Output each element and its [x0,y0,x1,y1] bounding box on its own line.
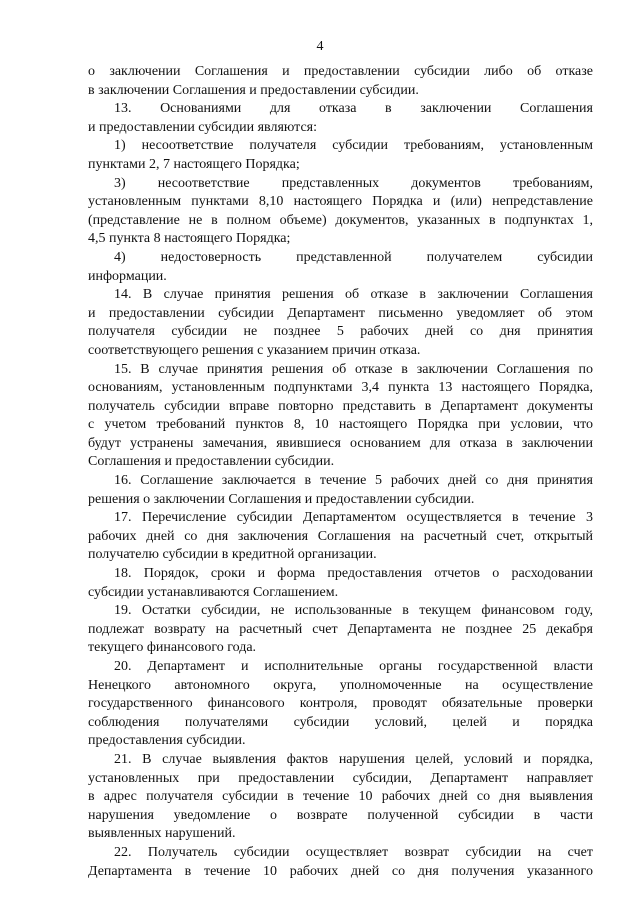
text-line: в заключении Соглашения и предоставлении субсидии. [88,82,419,98]
text-line: основаниям, установленным подпунктами 3,4 пункта 13 настоящего Порядка, [88,380,593,396]
text-line: о заключении Соглашения и предоставлении субсидии либо об отказе [88,64,593,79]
text-line: 15. В случае принятия решения об отказе в заключении Соглашения по [114,361,593,377]
text-line: 17. Перечисление субсидии Департаментом осуществляется в течение 3 [114,510,593,526]
text-line: Соглашения и предоставлении субсидии. [88,454,335,470]
text-line: нарушения уведомление о возврате полученной субсидии в части [88,807,593,823]
text-line: в адрес получателя субсидии в течение 10 рабочих дней со дня выявления [88,789,593,805]
text-line: соответствующего решения с указанием причин отказа. [88,342,421,358]
text-line: получателю субсидии в кредитной организации. [88,547,377,563]
text-line: получатель субсидии вправе повторно представить в Департамент документы [88,398,593,414]
text-line: 16. Соглашение заключается в течение 5 рабочих дней со дня принятия [114,473,593,489]
body-text [88,63,593,881]
text-line: 18. Порядок, сроки и форма предоставления отчетов о расходовании [114,566,593,582]
text-line: 13. Основаниями для отказа в заключении Соглашения [114,101,593,117]
text-line: Ненецкого автономного округа, уполномоченные на осуществление [88,677,593,693]
text-line: соблюдения получателями субсидии условий, целей и порядка [88,714,593,730]
text-line: 19. Остатки субсидии, не использованные в текущем финансовом году, [114,603,593,619]
text-line: (представление не в полном объеме) документов, указанных в подпунктах 1, [88,212,593,228]
text-line: установленным пунктами 8,10 настоящего Порядка и (или) непредставление [88,194,593,210]
text-line: 3) несоответствие представленных документов требованиям, [114,175,593,191]
text-line: информации. [88,268,167,284]
page-number: 4 [316,39,324,54]
text-line: решения о заключении Соглашения и предоставлении субсидии. [88,491,475,507]
text-line: 21. В случае выявления фактов нарушения целей, условий и порядка, [114,751,593,767]
text-line: выявленных нарушений. [88,826,236,842]
text-line: субсидии устанавливаются Соглашением. [88,584,339,600]
text-line: 4,5 пункта 8 настоящего Порядка; [88,231,291,247]
text-line: получателя субсидии не позднее 5 рабочих дней со дня принятия [88,324,593,340]
text-line: предоставления субсидии. [88,733,246,749]
text-line: текущего финансового года. [88,640,257,656]
text-line: государственного финансового контроля, проводят обязательные проверки [88,696,593,712]
text-line: Департамента в течение 10 рабочих дней со дня получения указанного [88,863,593,879]
text-line: 14. В случае принятия решения об отказе в заключении Соглашения [114,287,593,303]
text-line: подлежат возврату на расчетный счет Департамента не позднее 25 декабря [88,621,593,637]
text-line: 22. Получатель субсидии осуществляет возврат субсидии на счет [114,844,593,860]
text-line: и предоставлении субсидии Департамент письменно уведомляет об этом [88,305,593,321]
text-line: и предоставлении субсидии являются: [88,119,317,135]
text-line: 20. Департамент и исполнительные органы государственной власти [114,659,593,674]
text-line: рабочих дней со дня заключения Соглашения на расчетный счет, открытый [88,528,593,544]
text-line: пунктами 2, 7 настоящего Порядка; [88,156,300,172]
text-line: 1) несоответствие получателя субсидии требованиям, установленным [114,138,593,154]
text-line: установленных при предоставлении субсидии, Департамент направляет [88,770,593,786]
text-line: будут устранены замечания, явившиеся основанием для отказа в заключении [88,435,593,451]
text-line: с учетом требований пунктов 8, 10 настоящего Порядка при условии, что [88,417,593,433]
text-line: 4) недостоверность представленной получателем субсидии [114,249,593,265]
